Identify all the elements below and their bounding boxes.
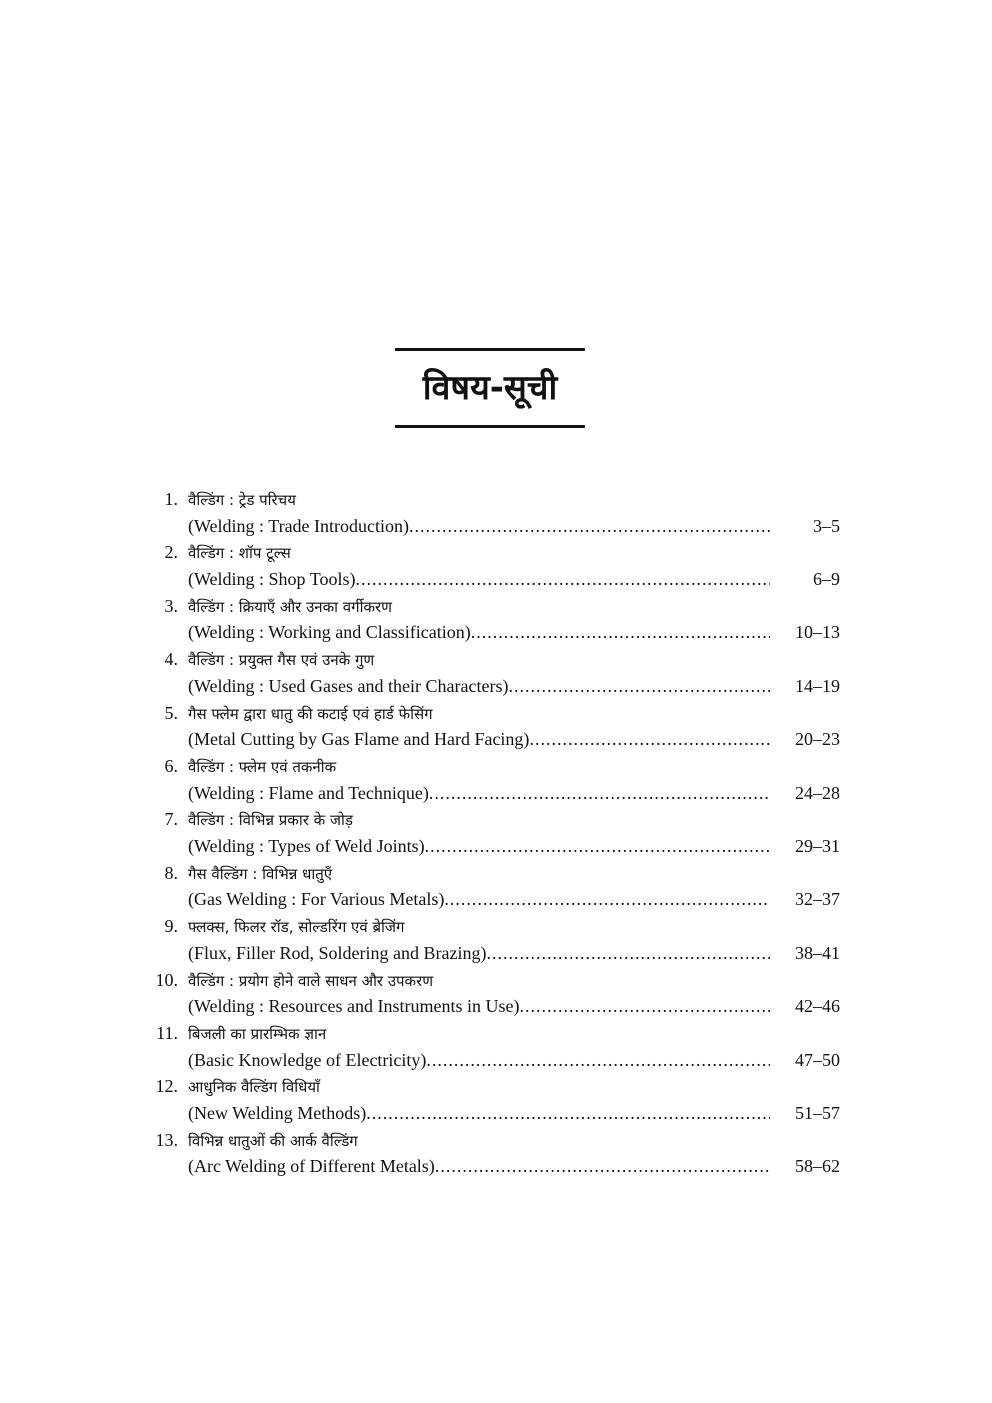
chapter-number: 13. (155, 1129, 178, 1150)
chapter-title-hindi: गैस वैल्डिंग : विभिन्न धातुएँ (188, 864, 333, 883)
chapter-title-hindi: वैल्डिंग : क्रियाएँ और उनका वर्गीकरण (188, 597, 392, 616)
chapter-title-hindi: वैल्डिंग : शॉप टूल्स (188, 544, 291, 563)
chapter-title-english: (Welding : Shop Tools) (188, 569, 356, 590)
toc-entry[interactable] (140, 967, 840, 1020)
dot-leader (486, 940, 770, 967)
chapter-title-english: (Flux, Filler Rod, Soldering and Brazing) (188, 942, 487, 963)
toc-entry[interactable] (140, 753, 840, 806)
toc-entry[interactable] (140, 1020, 840, 1073)
page-range: 38–41 (795, 942, 840, 963)
page-range: 29–31 (795, 836, 840, 857)
toc-entry[interactable] (140, 913, 840, 966)
table-of-contents (140, 486, 840, 1180)
page-range: 47–50 (795, 1049, 840, 1070)
chapter-number: 12. (155, 1076, 178, 1097)
chapter-title-english: (Arc Welding of Different Metals) (188, 1156, 435, 1177)
page-range: 58–62 (795, 1156, 840, 1177)
chapter-title-english: (Gas Welding : For Various Metals) (188, 889, 445, 910)
dot-leader (435, 1153, 770, 1180)
page-range: 42–46 (795, 996, 840, 1017)
chapter-title-hindi: वैल्डिंग : फ्लेम एवं तकनीक (188, 757, 337, 776)
chapter-title-hindi: वैल्डिंग : प्रयोग होने वाले साधन और उपकरण (188, 971, 434, 990)
dot-leader (366, 1100, 770, 1127)
chapter-title-english: (Metal Cutting by Gas Flame and Hard Facing) (188, 729, 530, 750)
dot-leader (508, 673, 770, 700)
chapter-title-hindi: वैल्डिंग : प्रयुक्त गैस एवं उनके गुण (188, 651, 375, 670)
chapter-title-english: (Welding : Types of Weld Joints) (188, 836, 425, 857)
page-range: 51–57 (795, 1102, 840, 1123)
chapter-number: 6. (164, 755, 178, 776)
chapter-number: 1. (164, 489, 178, 509)
page-range: 20–23 (795, 729, 840, 750)
chapter-number: 10. (155, 969, 178, 990)
toc-entry[interactable] (140, 806, 840, 859)
page-title: विषय-सूची (422, 368, 558, 408)
dot-leader (355, 566, 770, 593)
page-range: 14–19 (795, 675, 840, 696)
toc-entry[interactable] (140, 646, 840, 699)
chapter-title-english: (Welding : Trade Introduction) (188, 515, 410, 536)
toc-entry[interactable] (140, 860, 840, 913)
page-range: 3–5 (813, 515, 840, 536)
chapter-title-english: (Basic Knowledge of Electricity) (188, 1049, 427, 1070)
chapter-title-english: (New Welding Methods) (188, 1102, 367, 1123)
chapter-number: 9. (164, 916, 178, 937)
chapter-title-english: (Welding : Used Gases and their Characters) (188, 675, 509, 696)
chapter-title-english: (Welding : Resources and Instruments in Use) (188, 996, 520, 1017)
chapter-title-english: (Welding : Flame and Technique) (188, 782, 429, 803)
chapter-number: 4. (164, 649, 178, 670)
toc-entry[interactable] (140, 1127, 840, 1180)
chapter-number: 5. (164, 702, 178, 723)
dot-leader (444, 886, 770, 913)
page-title-box (395, 348, 585, 428)
dot-leader (425, 833, 770, 860)
chapter-title-hindi: गैस फ्लेम द्वारा धातु की कटाई एवं हार्ड फेसिंग (188, 704, 433, 723)
dot-leader (519, 993, 770, 1020)
dot-leader (409, 513, 770, 540)
page-range: 10–13 (795, 622, 840, 643)
toc-entry[interactable] (140, 700, 840, 753)
chapter-number: 3. (164, 595, 178, 616)
page-range: 6–9 (813, 569, 840, 590)
toc-entry[interactable] (140, 593, 840, 646)
chapter-title-hindi: वैल्डिंग : ट्रेड परिचय (188, 491, 296, 509)
dot-leader (429, 780, 770, 807)
dot-leader (426, 1047, 770, 1074)
page-range: 24–28 (795, 782, 840, 803)
page-range: 32–37 (795, 889, 840, 910)
chapter-title-hindi: वैल्डिंग : विभिन्न प्रकार के जोड़ (188, 811, 353, 830)
chapter-title-english: (Welding : Working and Classification) (188, 622, 471, 643)
chapter-number: 7. (164, 809, 178, 830)
chapter-title-hindi: विभिन्न धातुओं की आर्क वैल्डिंग (188, 1131, 358, 1150)
chapter-title-hindi: बिजली का प्रारम्भिक ज्ञान (188, 1024, 327, 1043)
chapter-number: 11. (156, 1022, 178, 1043)
toc-entry[interactable] (140, 539, 840, 592)
dot-leader (471, 619, 770, 646)
chapter-title-hindi: आधुनिक वैल्डिंग विधियाँ (188, 1078, 320, 1097)
dot-leader (529, 726, 770, 753)
chapter-title-hindi: फ्लक्स, फिलर रॉड, सोल्डरिंग एवं ब्रेजिंग (188, 918, 405, 937)
toc-entry[interactable] (140, 486, 840, 539)
chapter-number: 2. (164, 542, 178, 563)
chapter-number: 8. (164, 862, 178, 883)
toc-entry[interactable] (140, 1073, 840, 1126)
